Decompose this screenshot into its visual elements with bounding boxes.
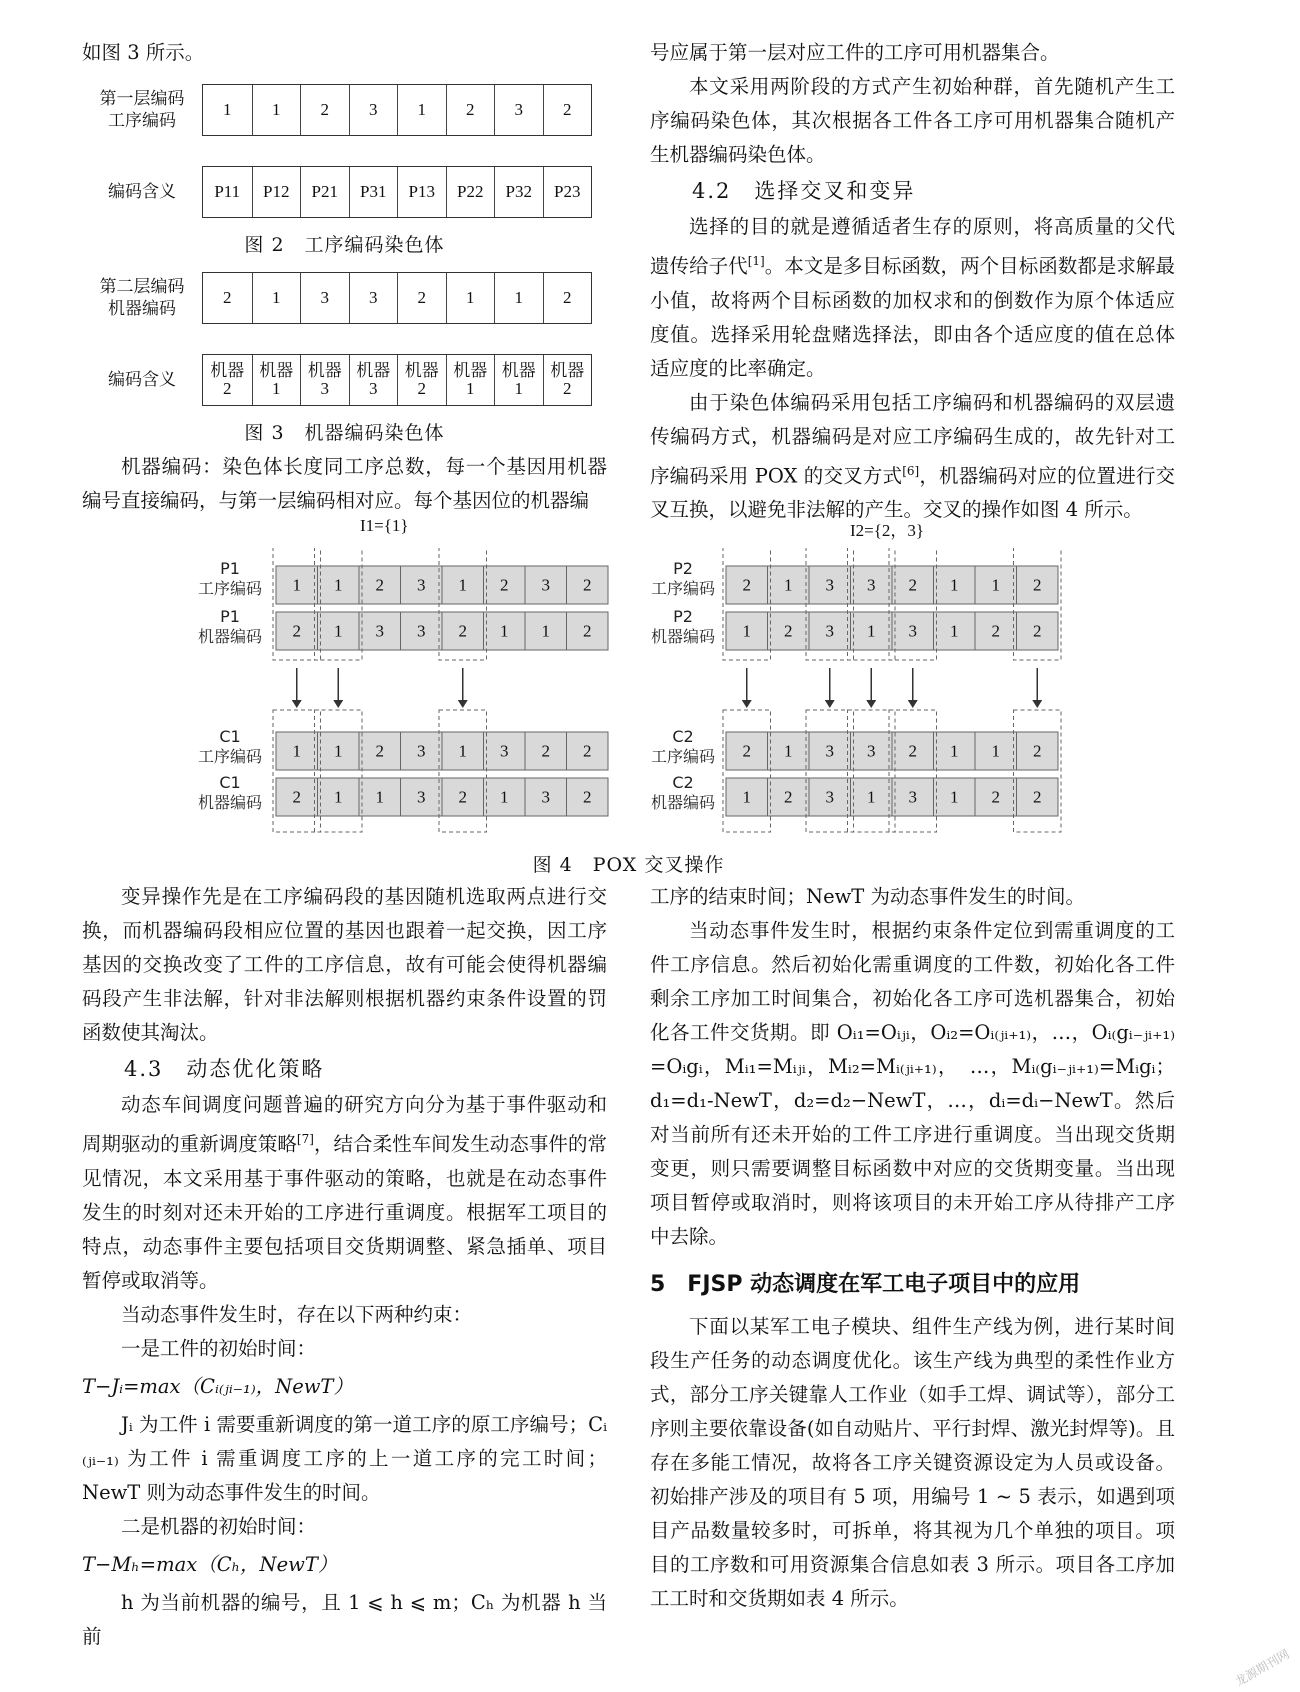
p2-proc-value: 3 [867, 575, 876, 595]
fig2-row1 [82, 84, 592, 136]
c2-proc-value: 2 [742, 741, 751, 761]
c2-proc-value: 1 [950, 741, 959, 761]
p2-proc-value: 2 [1033, 575, 1042, 595]
p2-proc-label: P2 [673, 559, 693, 578]
fig2-row1-cells [202, 84, 592, 136]
c1-proc-value: 1 [292, 741, 301, 761]
p2-mach-value: 1 [950, 621, 959, 641]
p1-mach-value: 2 [292, 621, 301, 641]
encoding-cell: 2 [300, 85, 349, 135]
label-line: 第二层编码 [99, 277, 185, 297]
encoding-cell: 机器 1 [252, 355, 301, 405]
p1-proc-value: 1 [334, 575, 343, 595]
fig4-title-i1: I1={1} [360, 516, 409, 535]
p2-proc-value: 1 [950, 575, 959, 595]
encoding-cell: 1 [252, 85, 301, 135]
left-bottom-column [82, 880, 607, 1654]
dynamic-paragraph [82, 1088, 607, 1298]
p2-proc-value: 1 [991, 575, 1000, 595]
p2-proc-label: 工序编码 [650, 579, 716, 598]
encoding-cell: 2 [397, 273, 446, 323]
encoding-cell: 3 [300, 273, 349, 323]
machine-encoding-paragraph: 机器编码：染色体长度同工序总数，每一个基因用机器编号直接编码，与第一层编码相对应。每个基因位的机器编 [82, 455, 607, 512]
fig2-row2 [82, 166, 592, 218]
formula-2-explain: h 为当前机器的编号，且 1 ⩽ h ⩽ m；Cₕ 为机器 h 当前 [82, 1590, 607, 1648]
ref-6: [6] [902, 463, 920, 478]
right-p2 [650, 210, 1175, 386]
fig3-row2 [82, 354, 592, 406]
encoding-cell: P11 [214, 182, 241, 201]
c2-mach-value: 1 [742, 787, 751, 807]
c2-mach-value: 3 [825, 787, 834, 807]
constraint-intro: 当动态事件发生时，存在以下两种约束： [121, 1302, 473, 1326]
c2-proc-label: C2 [672, 727, 694, 746]
p1-proc-value: 2 [500, 575, 509, 595]
label-line: 编码含义 [108, 182, 176, 202]
c1-proc-value: 2 [541, 741, 550, 761]
c2-proc-value: 2 [908, 741, 917, 761]
fig3-row2-label [82, 369, 202, 391]
fig2-row1-label [82, 88, 202, 132]
p1-proc-value: 3 [541, 575, 550, 595]
right-p3 [650, 386, 1175, 528]
right-bottom-p0: 工序的结束时间；NewT 为动态事件发生的时间。 [650, 885, 1085, 908]
pox-crossover-figure [190, 548, 1150, 848]
c1-mach-value: 1 [334, 787, 343, 807]
p2-mach-value: 2 [991, 621, 1000, 641]
subsection-4-3: 4.3 动态优化策略 [124, 1057, 325, 1081]
formula-2: T−Mₕ=max（Cₕ，NewT） [82, 1552, 338, 1576]
p2-mach-value: 1 [867, 621, 876, 641]
encoding-cell: 1 [397, 85, 446, 135]
p1-proc-label: 工序编码 [197, 579, 263, 598]
fig4-caption: 图 4 POX 交叉操作 [532, 854, 725, 876]
p1-mach-label: 机器编码 [197, 627, 263, 646]
arrow-head [908, 700, 918, 708]
p2-mach-value: 3 [825, 621, 834, 641]
fig2-row2-label [82, 181, 202, 203]
dynamic-text-b: ，结合柔性车间发生动态事件的常见情况，本文采用基于事件驱动的策略，也就是在动态事件发生的时刻对还未开始的工序进行重调度。根据军工项目的特点，动态事件主要包括项目交货期调整、紧急插单、项目暂停或取消等。 [82, 1132, 607, 1292]
encoding-cell: P32 [494, 167, 543, 217]
c2-proc-value: 3 [867, 741, 876, 761]
c1-mach-value: 1 [500, 787, 509, 807]
c1-proc-value: 1 [334, 741, 343, 761]
subsection-4-2: 4.2 选择交叉和变异 [692, 179, 916, 203]
intro-text: 如图 3 所示。 [82, 41, 205, 64]
p2-mach-label: 机器编码 [650, 627, 716, 646]
dynamic-text: 动态车间调度问题普遍的研究方向分为基于事件驱动和周期驱动的重新调度策略 [82, 1093, 607, 1156]
right-p3-text-b: ，机器编码对应的位置进行交叉互换，以避免非法解的产生。交叉的操作如图 4 所示。 [650, 464, 1175, 521]
encoding-cell: 机器 2 [543, 355, 592, 405]
encoding-cell: P13 [397, 167, 446, 217]
fig3-caption: 图 3 机器编码染色体 [244, 422, 445, 444]
c2-mach-value: 1 [950, 787, 959, 807]
p2-proc-value: 3 [825, 575, 834, 595]
c1-proc-label: C1 [219, 727, 241, 746]
p1-proc-value: 2 [375, 575, 384, 595]
p1-mach-value: 3 [417, 621, 426, 641]
encoding-cell: 1 [252, 273, 301, 323]
encoding-cell: 机器 2 [210, 361, 245, 398]
encoding-cell: 1 [494, 273, 543, 323]
c2-proc-value: 1 [784, 741, 793, 761]
label-line: 机器编码 [108, 299, 176, 319]
fig2-row2-cells [202, 166, 592, 218]
c1-proc-value: 3 [417, 741, 426, 761]
encoding-cell: 机器 3 [349, 355, 398, 405]
p1-mach-value: 2 [583, 621, 592, 641]
c1-mach-value: 2 [583, 787, 592, 807]
right-p0: 号应属于第一层对应工件的工序可用机器集合。 [650, 41, 1060, 64]
fig2-caption: 图 2 工序编码染色体 [244, 234, 445, 256]
p2-proc-value: 1 [784, 575, 793, 595]
p1-mach-value: 3 [375, 621, 384, 641]
p1-proc-value: 1 [458, 575, 467, 595]
right-bottom-column [650, 880, 1175, 1616]
c1-mach-value: 3 [417, 787, 426, 807]
encoding-cell: 2 [543, 85, 592, 135]
encoding-cell: 2 [446, 85, 495, 135]
p1-mach-label: P1 [220, 607, 240, 626]
p2-mach-value: 1 [742, 621, 751, 641]
c1-mach-value: 1 [375, 787, 384, 807]
c1-proc-value: 1 [458, 741, 467, 761]
fig4-title-i2: I2={2，3} [850, 521, 925, 540]
c2-proc-value: 3 [825, 741, 834, 761]
p2-mach-value: 2 [784, 621, 793, 641]
c1-mach-label: C1 [219, 773, 241, 792]
arrow-head [742, 700, 752, 708]
p1-mach-value: 1 [334, 621, 343, 641]
p1-mach-value: 2 [458, 621, 467, 641]
fig3-row1 [82, 272, 592, 324]
encoding-cell: 3 [494, 85, 543, 135]
section-5-heading: 5 FJSP 动态调度在军工电子项目中的应用 [650, 1272, 1081, 1297]
right-p2-text: 选择的目的就是遵循适者生存的原则，将高质量的父代遗传给子代 [650, 215, 1175, 278]
right-p3-text: 由于染色体编码采用包括工序编码和机器编码的双层遗传编码方式，机器编码是对应工序编码生成的，故先针对工序编码采用 POX 的交叉方式 [650, 390, 1175, 487]
c1-mach-value: 2 [458, 787, 467, 807]
mutation-paragraph: 变异操作先是在工序编码段的基因随机选取两点进行交换，而机器编码段相应位置的基因也跟着一起交换，因工序基因的交换改变了工件的工序信息，故有可能会使得机器编码段产生非法解，针对非法解则根据机器约束条件设置的罚函数使其淘汰。 [82, 885, 607, 1044]
c2-proc-value: 1 [991, 741, 1000, 761]
c2-mach-value: 2 [784, 787, 793, 807]
arrow-head [292, 700, 302, 708]
fig3-row1-label [82, 276, 202, 320]
encoding-cell: P31 [349, 167, 398, 217]
encoding-cell: 机器 1 [494, 355, 543, 405]
c1-mach-value: 2 [292, 787, 301, 807]
label-line: 编码含义 [108, 370, 176, 390]
c2-mach-label: 机器编码 [650, 793, 716, 812]
left-top-column [82, 36, 607, 70]
p2-mach-label: P2 [673, 607, 693, 626]
c2-mach-value: 1 [867, 787, 876, 807]
right-bottom-p2: 下面以某军工电子模块、组件生产线为例，进行某时间段生产任务的动态调度优化。该生产线为典型的柔性作业方式，部分工序关键靠人工作业（如手工焊、调试等），部分工序则主要依靠设备(如自动贴片、平行封焊、激光封焊等)。且存在多能工情况，故将各工序关键资源设定为人员或设备。初始排产涉及的项目有 5 项，用编号 1 ~ 5 表示，如遇到项目产品数量较多时，可拆单，将其视为几个单独的项目。项目的工序数和可用资源集合信息如表 3 所示。项目各工序加工工时和交货期如表 4 所示。 [650, 1315, 1175, 1610]
c1-mach-label: 机器编码 [197, 793, 263, 812]
p1-proc-value: 3 [417, 575, 426, 595]
encoding-cell: P12 [252, 167, 301, 217]
encoding-cell: 3 [349, 273, 398, 323]
p1-proc-value: 1 [292, 575, 301, 595]
formula-1-explain: Jᵢ 为工件 i 需要重新调度的第一道工序的原工序编号；Cᵢ ₍ⱼᵢ₋₁₎ 为工件 i 需重调度工序的上一道工序的完工时间；NewT 则为动态事件发生的时间。 [82, 1412, 607, 1504]
encoding-cell: 2 [543, 273, 592, 323]
arrow-head [866, 700, 876, 708]
encoding-cell: P21 [300, 167, 349, 217]
right-p2-text-b: 。本文是多目标函数，两个目标函数都是求解最小值，故将两个目标函数的加权求和的倒数作为原个体适应度值。选择采用轮盘赌选择法，即由各个适应度的值在总体适应度的比率确定。 [650, 254, 1175, 380]
encoding-cell: P22 [446, 167, 495, 217]
c2-proc-label: 工序编码 [650, 747, 716, 766]
p2-mach-value: 3 [908, 621, 917, 641]
formula-1: T−Jᵢ=max（Cᵢ₍ⱼᵢ₋₁₎，NewT） [82, 1374, 353, 1398]
right-top-column [650, 36, 1175, 527]
constraint-two: 二是机器的初始时间： [121, 1514, 317, 1538]
left-p1-column [82, 450, 607, 518]
p1-proc-label: P1 [220, 559, 240, 578]
ref-1: [1] [747, 254, 765, 268]
p2-proc-value: 2 [908, 575, 917, 595]
ref-7: [7] [296, 1132, 314, 1146]
fig3-row1-cells [202, 272, 592, 324]
encoding-cell: 机器 2 [397, 355, 446, 405]
c1-proc-value: 3 [500, 741, 509, 761]
c2-mach-value: 2 [991, 787, 1000, 807]
watermark: 龙源期刊网 [1232, 1646, 1292, 1689]
arrow-head [1032, 700, 1042, 708]
arrow-head [825, 700, 835, 708]
p1-proc-value: 2 [583, 575, 592, 595]
c2-mach-label: C2 [672, 773, 694, 792]
right-bottom-p1: 当动态事件发生时，根据约束条件定位到需重调度的工件工序信息。然后初始化需重调度的工件数，初始化各工件剩余工序加工时间集合，初始化各工序可选机器集合，初始化各工件交货期。即 Oᵢ₁=Oᵢⱼᵢ，Oᵢ₂=Oᵢ₍ⱼᵢ₊₁₎，…，Oᵢ₍gᵢ₋ⱼᵢ₊₁₎=Oᵢgᵢ，Mᵢ₁=Mᵢⱼᵢ，Mᵢ₂=Mᵢ₍ⱼᵢ₊₁₎， …，Mᵢ₍gᵢ₋ⱼᵢ₊₁₎=Mᵢgᵢ；d₁=d₁-NewT，d₂=d₂−NewT，…，dᵢ=dᵢ−NewT。然后对当前所有还未开始的工件工序进行重调度。当出现交货期变更，则只需要调整目标函数中对应的交货期变量。当出现项目暂停或取消时，则将该项目的未开始工序从待排产工序中去除。 [650, 919, 1175, 1248]
constraint-one: 一是工件的初始时间： [121, 1336, 317, 1360]
p2-proc-value: 2 [742, 575, 751, 595]
p1-mach-value: 1 [500, 621, 509, 641]
encoding-cell: 机器 3 [300, 355, 349, 405]
p2-mach-value: 2 [1033, 621, 1042, 641]
c2-mach-value: 2 [1033, 787, 1042, 807]
label-line: 工序编码 [108, 111, 176, 131]
c2-proc-value: 2 [1033, 741, 1042, 761]
encoding-cell: P23 [543, 167, 592, 217]
encoding-cell: 2 [223, 288, 232, 307]
encoding-cell: 1 [223, 100, 232, 119]
arrow-head [458, 700, 468, 708]
encoding-cell: 机器 1 [446, 355, 495, 405]
c1-mach-value: 3 [541, 787, 550, 807]
p1-mach-value: 1 [541, 621, 550, 641]
encoding-cell: 3 [349, 85, 398, 135]
label-line: 第一层编码 [99, 89, 185, 109]
c1-proc-value: 2 [583, 741, 592, 761]
c1-proc-value: 2 [375, 741, 384, 761]
arrow-head [333, 700, 343, 708]
encoding-cell: 1 [446, 273, 495, 323]
fig3-row2-cells [202, 354, 592, 406]
right-p1: 本文采用两阶段的方式产生初始种群，首先随机产生工序编码染色体，其次根据各工件各工序可用机器集合随机产生机器编码染色体。 [650, 75, 1175, 166]
c1-proc-label: 工序编码 [197, 747, 263, 766]
c2-mach-value: 3 [908, 787, 917, 807]
